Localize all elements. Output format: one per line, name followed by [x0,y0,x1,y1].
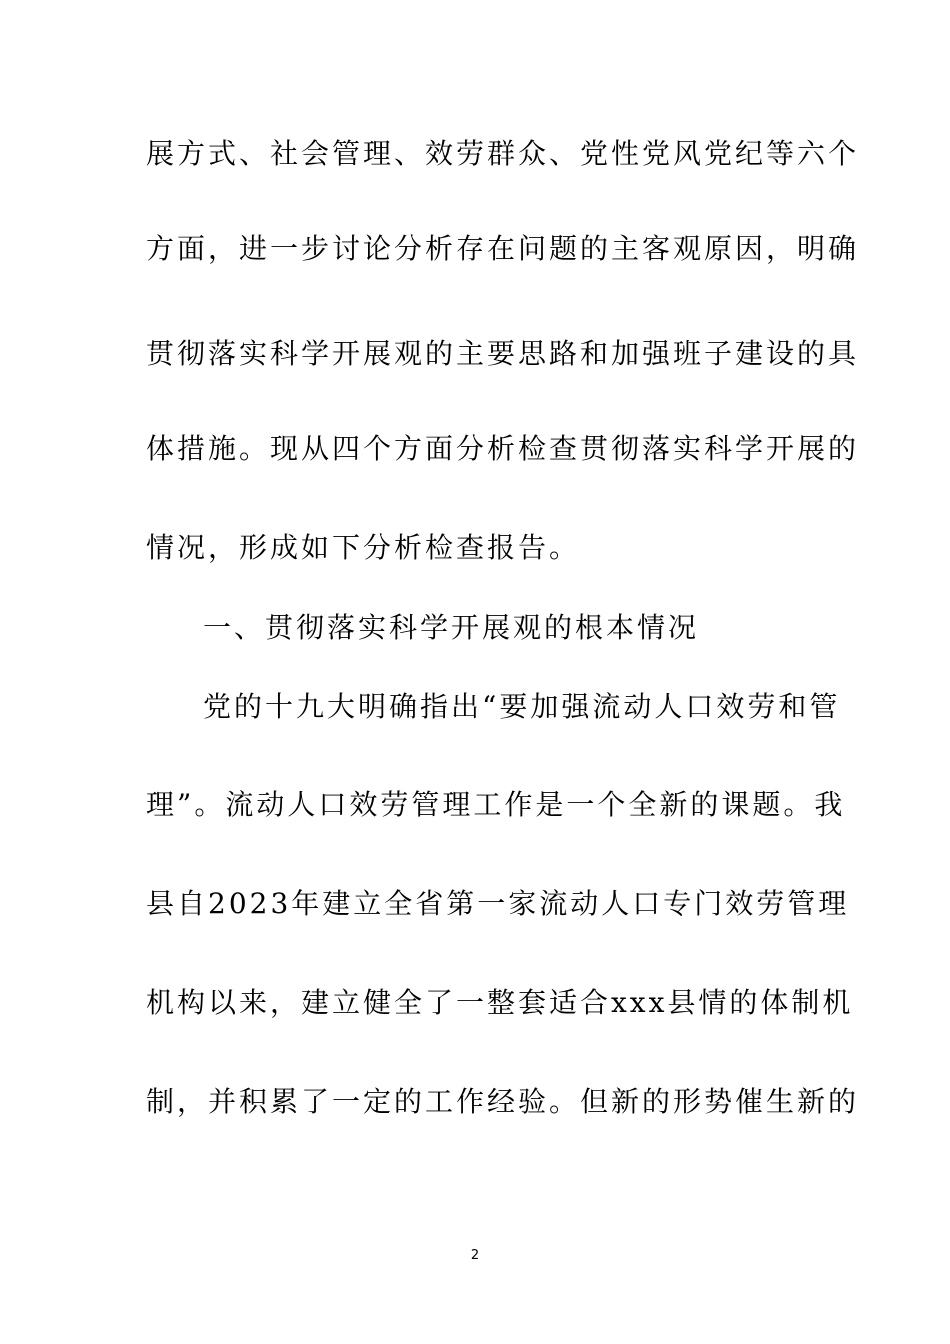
text-line: 情况，形成如下分析检查报告。 [146,531,581,564]
text-line: 党的十九大明确指出“要加强流动人口效劳和管 [203,690,841,723]
text-line: 贯彻落实科学开展观的主要思路和加强班子建设的具 [146,337,860,370]
section-heading: 一、贯彻落实科学开展观的根本情况 [203,611,700,644]
text-line: 体措施。现从四个方面分析检查贯彻落实科学开展的 [146,432,860,465]
text-line: 理”。流动人口效劳管理工作是一个全新的课题。我 [146,788,846,821]
text-line: 展方式、社会管理、效劳群众、党性党风党纪等六个 [146,137,860,170]
page-number: 2 [470,1248,480,1263]
text-line: 县自2023年建立全省第一家流动人口专门效劳管理 [146,887,850,920]
text-line: 制，并积累了一定的工作经验。但新的形势催生新的 [146,1085,860,1118]
text-line: 方面，进一步讨论分析存在问题的主客观原因，明确 [146,232,860,265]
text-line: 机构以来，建立健全了一整套适合xxx县情的体制机 [146,986,854,1019]
